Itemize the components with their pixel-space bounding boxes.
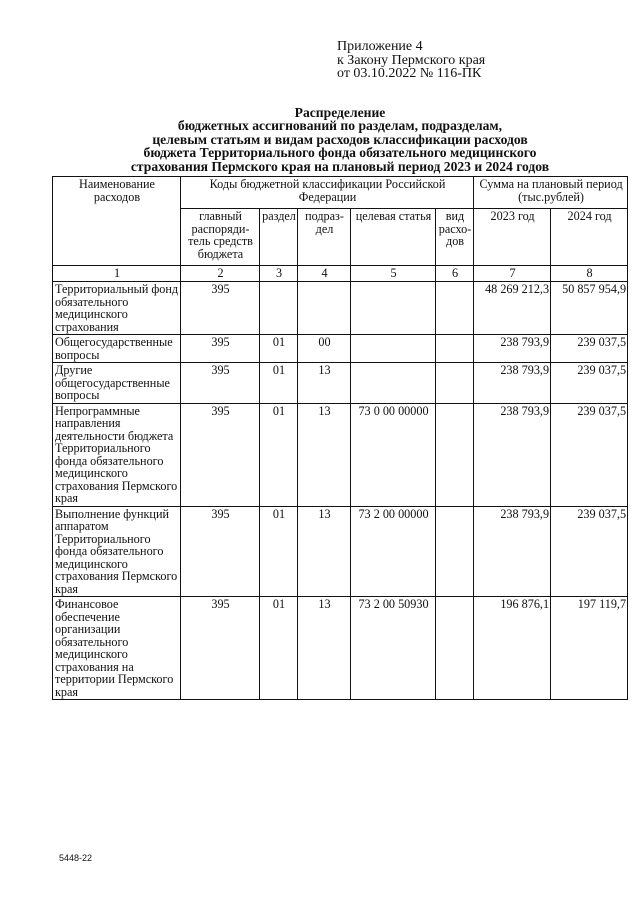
cell-sum-2023: 48 269 212,3 bbox=[474, 282, 551, 335]
header-vid: вид расхо-дов bbox=[436, 209, 474, 266]
col-number: 4 bbox=[298, 266, 351, 282]
table-row bbox=[53, 363, 628, 404]
title-line-3: целевым статьям и видам расходов классификации расходов bbox=[152, 131, 528, 147]
col-number: 5 bbox=[351, 266, 436, 282]
cell-sum-2024: 50 857 954,9 bbox=[551, 282, 628, 335]
appendix-law: к Закону Пермского края bbox=[337, 52, 486, 68]
title-line-1: Распределение bbox=[294, 105, 386, 120]
header-podrazdel: подраз-дел bbox=[298, 209, 351, 266]
cell-razdel: 01 bbox=[260, 597, 298, 700]
cell-razdel bbox=[260, 282, 298, 335]
header-sum-group: Сумма на плановый период (тыс.рублей) bbox=[474, 177, 628, 209]
table-row bbox=[53, 506, 628, 597]
cell-celevaya bbox=[351, 335, 436, 363]
cell-name: Другие общегосударственные вопросы bbox=[53, 363, 181, 404]
cell-glavny: 395 bbox=[181, 403, 260, 506]
cell-razdel: 01 bbox=[260, 506, 298, 597]
cell-sum-2023: 238 793,9 bbox=[474, 403, 551, 506]
col-number: 6 bbox=[436, 266, 474, 282]
col-number: 1 bbox=[53, 266, 181, 282]
cell-celevaya: 73 0 00 00000 bbox=[351, 403, 436, 506]
cell-vid bbox=[436, 282, 474, 335]
cell-sum-2024: 239 037,5 bbox=[551, 506, 628, 597]
cell-celevaya: 73 2 00 50930 bbox=[351, 597, 436, 700]
cell-glavny: 395 bbox=[181, 506, 260, 597]
cell-name: Финансовое обеспечение организации обязательного медицинского страхования на территории Пермского края bbox=[53, 597, 181, 700]
table-row bbox=[53, 597, 628, 700]
col-number: 2 bbox=[181, 266, 260, 282]
cell-sum-2024: 239 037,5 bbox=[551, 403, 628, 506]
cell-podrazdel: 13 bbox=[298, 363, 351, 404]
table-row bbox=[53, 335, 628, 363]
appendix-number: Приложение 4 bbox=[337, 39, 423, 54]
cell-podrazdel: 13 bbox=[298, 597, 351, 700]
cell-razdel: 01 bbox=[260, 403, 298, 506]
col-number: 7 bbox=[474, 266, 551, 282]
cell-sum-2023: 238 793,9 bbox=[474, 506, 551, 597]
cell-sum-2023: 238 793,9 bbox=[474, 363, 551, 404]
cell-sum-2024: 197 119,7 bbox=[551, 597, 628, 700]
header-codes-group: Коды бюджетной классификации Российской Федерации bbox=[181, 177, 474, 209]
cell-name: Общегосударственные вопросы bbox=[53, 335, 181, 363]
cell-podrazdel bbox=[298, 282, 351, 335]
cell-vid bbox=[436, 403, 474, 506]
table-row bbox=[53, 282, 628, 335]
header-row-1 bbox=[53, 177, 628, 209]
table-row bbox=[53, 403, 628, 506]
column-numbers-row bbox=[53, 266, 628, 282]
cell-name: Непрограммные направления деятельности бюджета Территориального фонда обязательного медицинского страхования Пермского края bbox=[53, 403, 181, 506]
cell-sum-2023: 238 793,9 bbox=[474, 335, 551, 363]
cell-sum-2024: 239 037,5 bbox=[551, 363, 628, 404]
cell-podrazdel: 00 bbox=[298, 335, 351, 363]
header-year-2023: 2023 год bbox=[474, 209, 551, 266]
cell-podrazdel: 13 bbox=[298, 506, 351, 597]
cell-celevaya bbox=[351, 282, 436, 335]
title-line-2: бюджетных ассигнований по разделам, подразделам, bbox=[177, 118, 503, 134]
header-glavny: главный распоряди-тель средств бюджета bbox=[181, 209, 260, 266]
cell-name: Выполнение функций аппаратом Территориального фонда обязательного медицинского страхования Пермского края bbox=[53, 506, 181, 597]
cell-vid bbox=[436, 335, 474, 363]
cell-name: Территориальный фонд обязательного медицинского страхования bbox=[53, 282, 181, 335]
cell-glavny: 395 bbox=[181, 363, 260, 404]
document-title bbox=[60, 106, 620, 173]
cell-podrazdel: 13 bbox=[298, 403, 351, 506]
cell-glavny: 395 bbox=[181, 282, 260, 335]
cell-vid bbox=[436, 506, 474, 597]
cell-razdel: 01 bbox=[260, 363, 298, 404]
cell-razdel: 01 bbox=[260, 335, 298, 363]
cell-vid bbox=[436, 597, 474, 700]
cell-sum-2024: 239 037,5 bbox=[551, 335, 628, 363]
header-razdel: раздел bbox=[260, 209, 298, 266]
appendix-date: от 03.10.2022 № 116-ПК bbox=[337, 66, 482, 81]
header-name: Наименование расходов bbox=[53, 177, 181, 266]
title-line-4: бюджета Территориального фонда обязательного медицинского bbox=[143, 145, 537, 161]
col-number: 8 bbox=[551, 266, 628, 282]
cell-vid bbox=[436, 363, 474, 404]
cell-celevaya: 73 2 00 00000 bbox=[351, 506, 436, 597]
cell-celevaya bbox=[351, 363, 436, 404]
col-number: 3 bbox=[260, 266, 298, 282]
header-year-2024: 2024 год bbox=[551, 209, 628, 266]
cell-glavny: 395 bbox=[181, 335, 260, 363]
appendix-reference bbox=[337, 40, 485, 81]
budget-table bbox=[52, 176, 628, 700]
title-line-5: страхования Пермского края на плановый период 2023 и 2024 годов bbox=[130, 158, 550, 174]
header-celevaya: целевая статья bbox=[351, 209, 436, 266]
document-code: 5448-22 bbox=[59, 853, 93, 863]
cell-sum-2023: 196 876,1 bbox=[474, 597, 551, 700]
cell-glavny: 395 bbox=[181, 597, 260, 700]
